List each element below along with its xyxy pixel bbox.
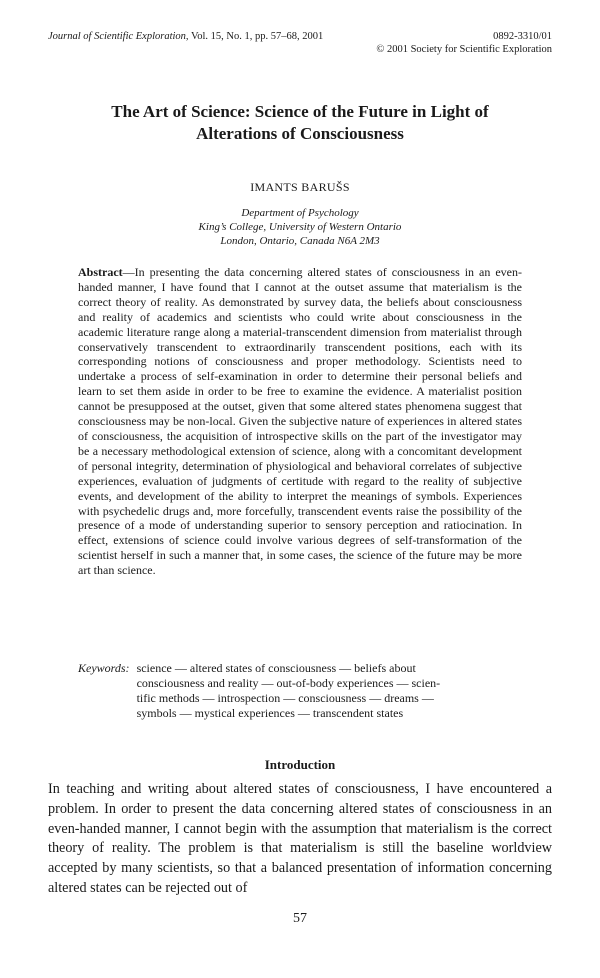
volume-pages: Vol. 15, No. 1, pp. 57–68, 2001 [188, 31, 324, 42]
keywords-label: Keywords: [78, 661, 130, 675]
author-name: IMANTS BARUŠS [250, 180, 350, 194]
keywords-line: tific methods — introspection — consciousness — dreams — [136, 691, 434, 705]
paper-title [48, 101, 552, 145]
issn: 0892-3310/01 [493, 31, 552, 42]
introduction-paragraph: In teaching and writing about altered states of consciousness, I have encountered a problem. In order to present the data concerning altered states of consciousness in an even-handed manner, I cannot begin with the assumption that materialism is the correct theory of reality. The problem is that materialism is still the baseline worldview accepted by many scientists, so that a balanced presentation of information concerning altered states can be rejected out of [48, 781, 552, 896]
abstract-text: —In presenting the data concerning altered states of consciousness in an even-handed manner, I have found that I cannot at the outset assume that materialism is the correct theory of reality. As demonstrated by survey data, the beliefs about consciousness and reality of academics and scientists who could write about consciousness in the academic literature range along a material-transcendent dimension from materialist through conservatively transcendent to extraordinarily transcendent positions, each with its corresponding notions of consciousness and proper methodology. Scientists need to undertake a process of self-examination in order to determine their personal beliefs and learn to set them aside in order to be free to examine the evidence. A materialist position cannot be presupposed at the outset, given that some altered states phenomena suggest that consciousness may be non-local. Given the subjective nature of experiences in altered states of consciousness, the acquisition of introspective skills on the part of the investigator may be a necessary methodological extension of science, along with a concomitant development of personal integrity, determination of physiological and behavioral correlates of subjective experiences, evaluation of judgments of certitude with regard to the reality of subjective events, and development of the ability to interpret the meanings of symbols. Experiences with psychedelic drugs and, more forcefully, transcendent events raise the possibility of the presence of a mode of understanding superior to sensory perception and ratiocination. In effect, extensions of science could involve various degrees of self-transformation of the scientist herself in such a manner that, in some cases, the science of the future may be more art than science. [78, 265, 522, 578]
issn-copyright [376, 30, 552, 56]
page-number: 57 [293, 911, 307, 926]
affiliation-address: London, Ontario, Canada N6A 2M3 [220, 235, 380, 247]
abstract-label: Abstract [78, 265, 123, 279]
title-line-2: Alterations of Consciousness [196, 124, 404, 143]
affiliation [48, 206, 552, 248]
abstract [78, 265, 522, 578]
affiliation-department: Department of Psychology [241, 207, 359, 219]
title-line-1: The Art of Science: Science of the Future in Light of [111, 102, 489, 121]
journal-name: Journal of Scientific Exploration, [48, 31, 189, 42]
keywords-line: symbols — mystical experiences — transcendent states [136, 706, 404, 720]
keywords-line: science — altered states of consciousness — beliefs about [136, 661, 416, 675]
keywords [78, 661, 522, 721]
section-heading-introduction: Introduction [264, 757, 336, 772]
keywords-list [137, 661, 522, 721]
copyright: © 2001 Society for Scientific Exploration [376, 44, 552, 55]
journal-citation [48, 30, 323, 43]
affiliation-college: King’s College, University of Western Ontario [198, 221, 402, 233]
keywords-line: consciousness and reality — out-of-body experiences — scien- [136, 676, 441, 690]
